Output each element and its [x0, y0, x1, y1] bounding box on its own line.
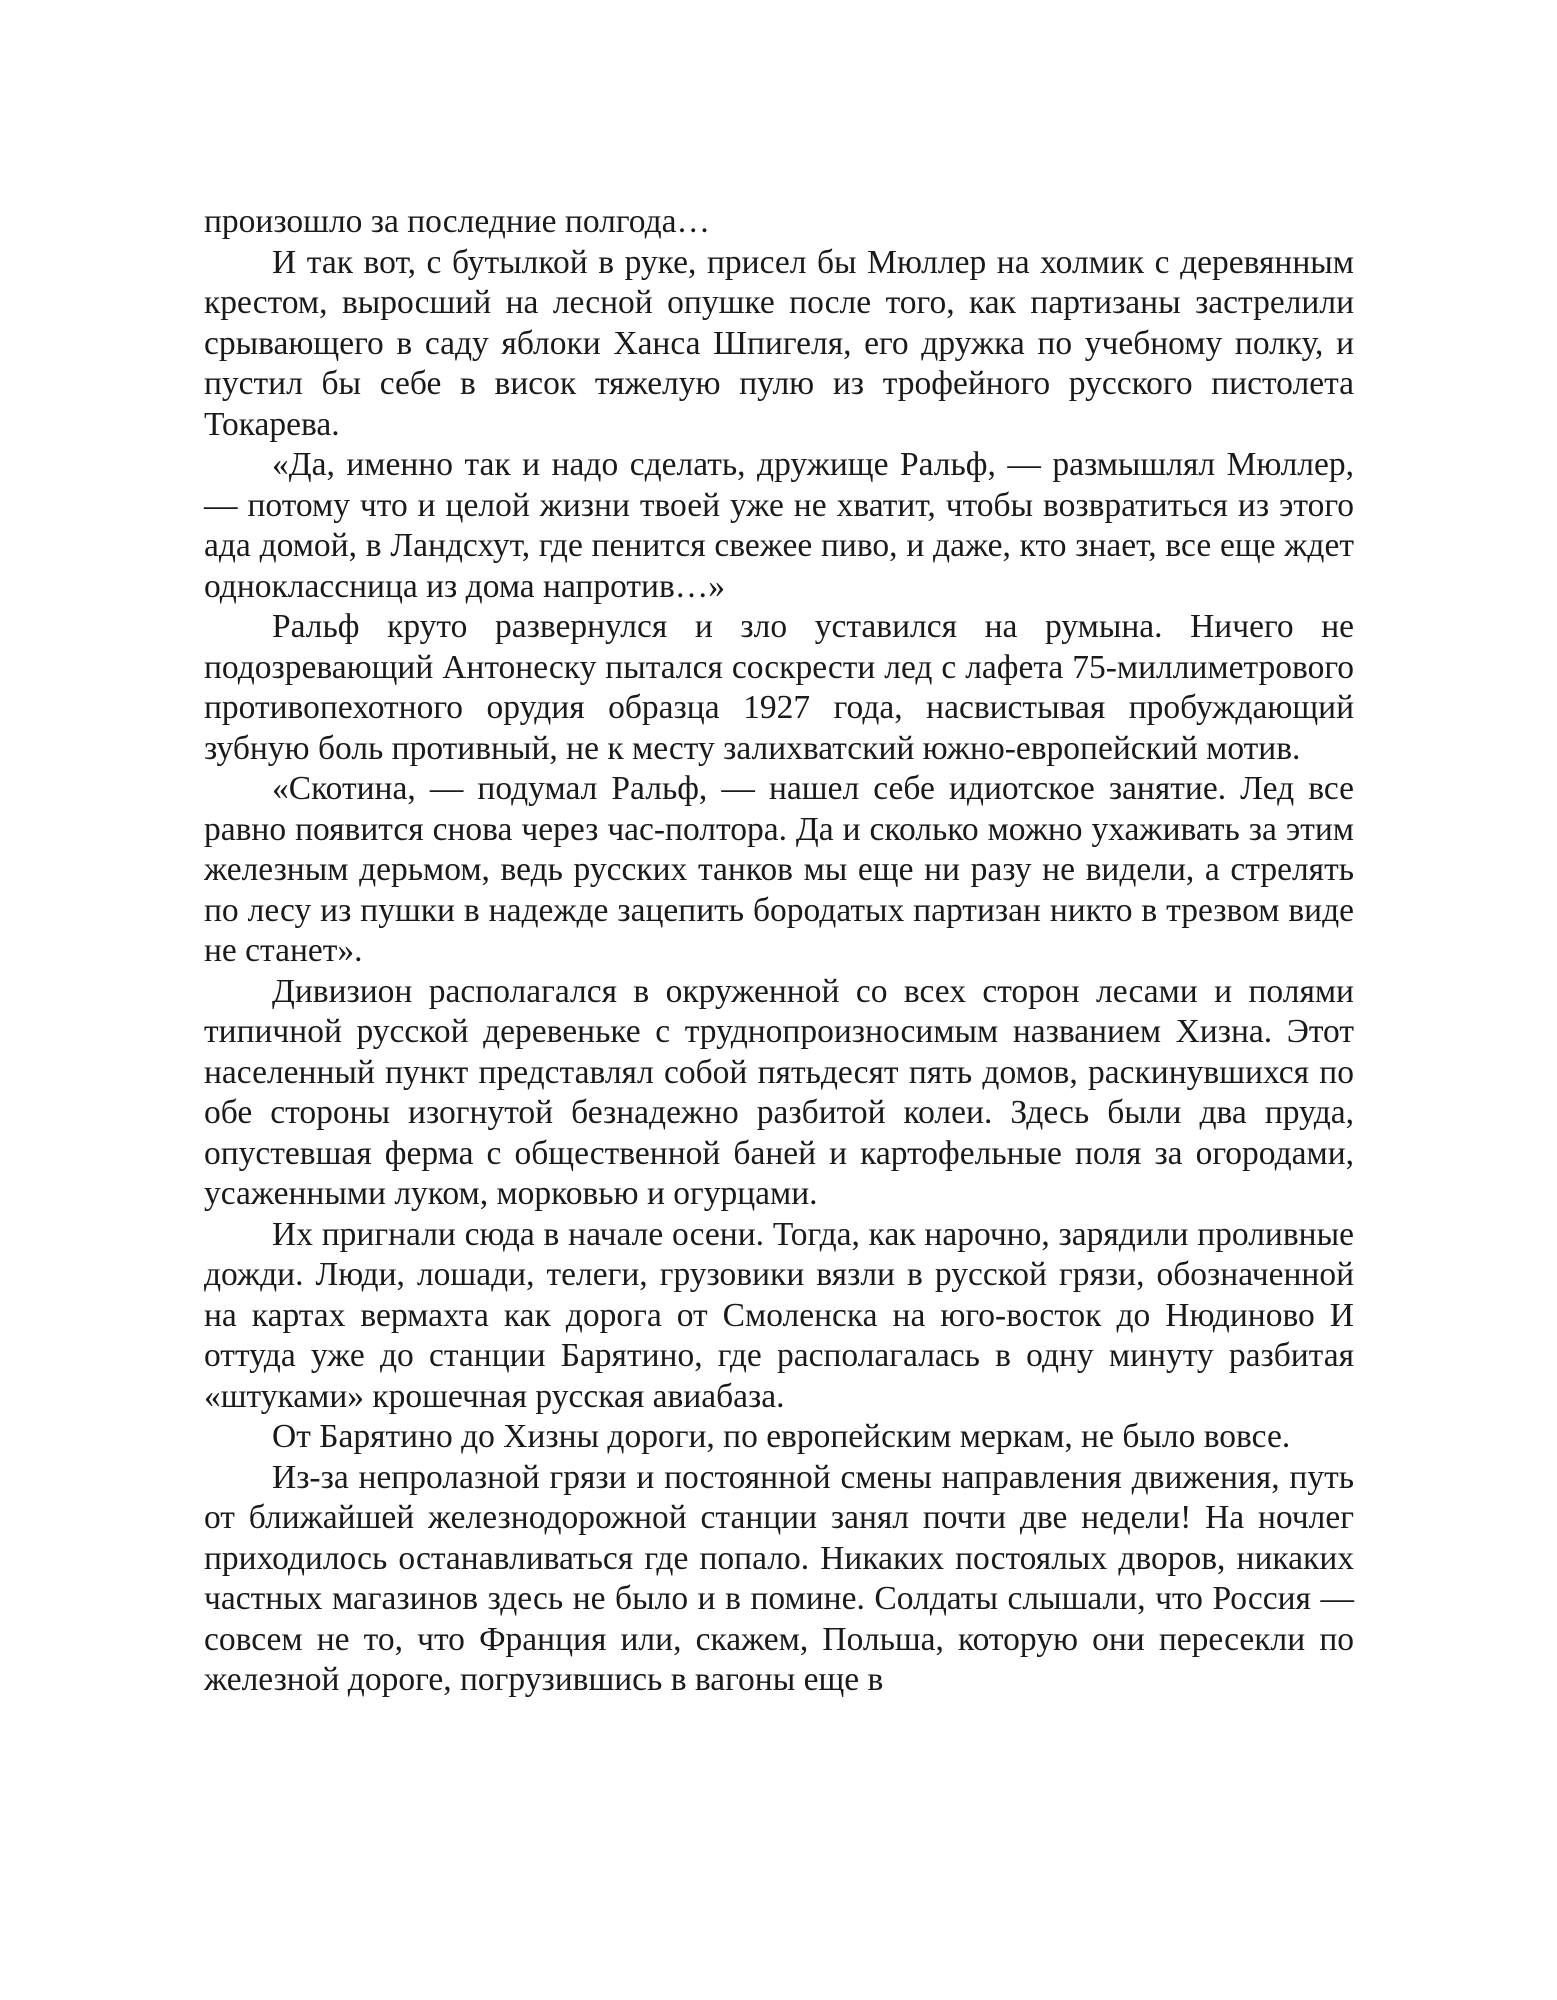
paragraph-last: Из-за непролазной грязи и постоянной смены направления движения, путь от ближайшей железнодорожной станции занял почти две недели! На ночлег приходилось останавливаться где попало. Никаких постоялых дворов, никаких частных магазинов здесь не было и в помине. Солдаты слышали, что Россия — совсем не то, что Франция или, скажем, Польша, которую они пересекли по железной дороге, погрузившись в вагоны еще в	[204, 1458, 1354, 1698]
paragraph: «Скотина, — подумал Ральф, — нашел себе идиотское занятие. Лед все равно появится снова через час-полтора. Да и сколько можно ухаживать за этим железным дерьмом, ведь русских танков мы еще ни разу не видели, а стрелять по лесу из пушки в надежде зацепить бородатых партизан никто в трезвом виде не станет».	[204, 770, 1354, 969]
paragraph: Ральф круто развернулся и зло уставился на румына. Ничего не подозревающий Антонеску пытался соскрести лед с лафета 75-миллиметрового противопехотного орудия образца 1927 года, насвистывая пробуждающий зубную боль противный, не к месту залихватский южно-европейский мотив.	[204, 608, 1354, 767]
paragraph: Их пригнали сюда в начале осени. Тогда, как нарочно, зарядили проливные дожди. Люди, лошади, телеги, грузовики вязли в русской грязи, обозначенной на картах вермахта как дорога от Смоленска на юго-восток до Нюдиново И оттуда уже до станции Барятино, где располагалась в одну минуту разбитая «штуками» крошечная русская авиабаза.	[204, 1215, 1354, 1415]
paragraph-continued: произошло за последние полгода…	[204, 203, 710, 240]
body-text	[204, 202, 1354, 1701]
paragraph: И так вот, с бутылкой в руке, присел бы Мюллер на холмик с деревянным крестом, выросший на лесной опушке после того, как партизаны застрелили срывающего в саду яблоки Ханса Шпигеля, его дружка по учебному полку, и пустил бы себе в висок тяжелую пулю из трофейного русского пистолета Токарева.	[204, 243, 1354, 443]
paragraph: «Да, именно так и надо сделать, дружище Ральф, — размышлял Мюллер, — потому что и целой жизни твоей уже не хватит, чтобы возвратиться из этого ада домой, в Ландсхут, где пенится свежее пиво, и даже, кто знает, все еще ждет одноклассница из дома напротив…»	[204, 446, 1354, 605]
paragraph: От Барятино до Хизны дороги, по европейским меркам, не было вовсе.	[272, 1418, 1291, 1455]
paragraph: Дивизион располагался в окруженной со всех сторон лесами и полями типичной русской деревеньке с труднопроизносимым названием Хизна. Этот населенный пункт представлял собой пятьдесят пять домов, раскинувшихся по обе стороны изогнутой безнадежно разбитой колеи. Здесь были два пруда, опустевшая ферма с общественной баней и картофельные поля за огородами, усаженными луком, морковью и огурцами.	[204, 972, 1354, 1212]
